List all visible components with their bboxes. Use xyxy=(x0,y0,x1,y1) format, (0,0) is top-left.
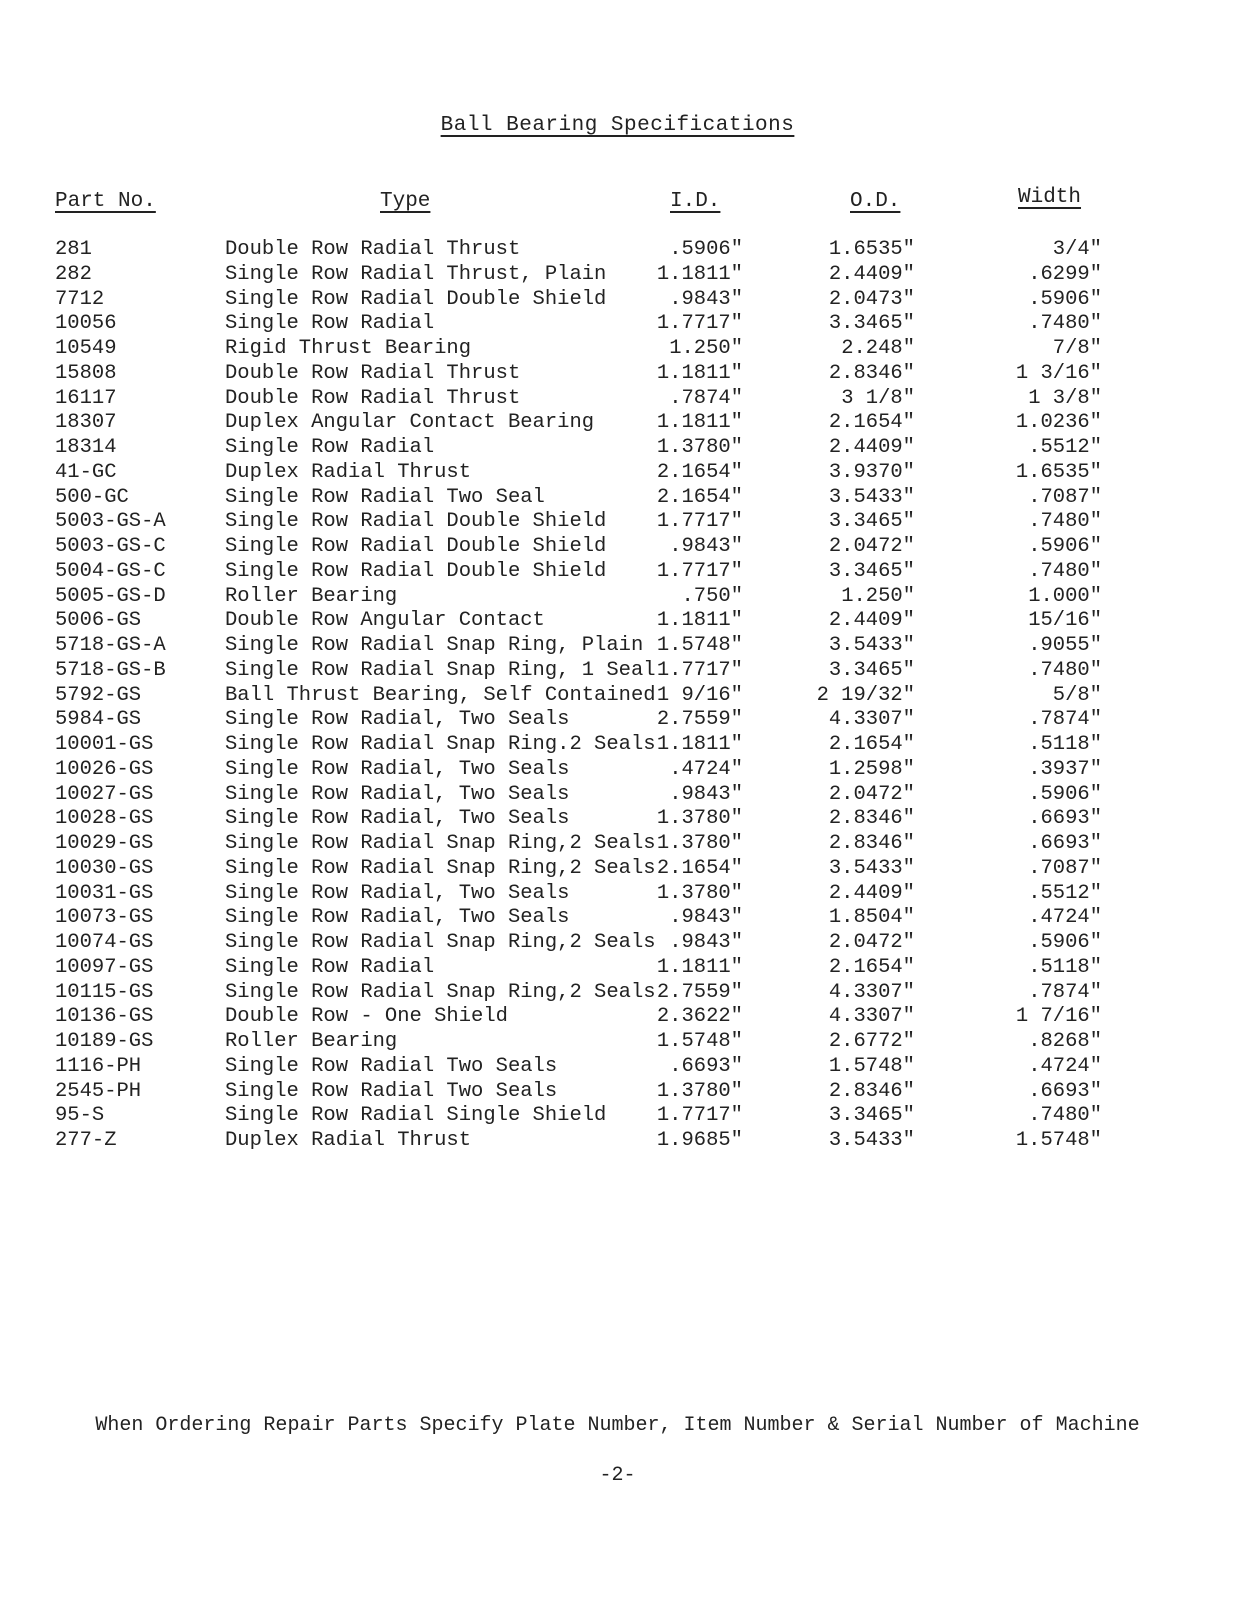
outer-diameter-cell: 3 1/8" xyxy=(841,386,915,410)
outer-diameter-cell: 2.1654" xyxy=(828,411,915,435)
part-number-cell: 41-GC xyxy=(55,460,117,484)
table-row xyxy=(0,263,1235,288)
width-cell: .5512" xyxy=(1028,881,1102,905)
inner-diameter-cell: .9843" xyxy=(669,906,743,930)
type-cell: Single Row Radial Snap Ring,2 Seals xyxy=(225,832,656,855)
width-cell: .7087" xyxy=(1028,485,1102,509)
outer-diameter-cell: 2.6772" xyxy=(828,1030,915,1053)
inner-diameter-cell: 2.7559" xyxy=(656,708,743,732)
width-cell: .5118" xyxy=(1028,955,1102,979)
outer-diameter-cell: 2.8346" xyxy=(828,832,915,855)
width-cell: 1.0236" xyxy=(1015,411,1102,435)
outer-diameter-cell: 3.3465" xyxy=(828,510,915,534)
part-number-cell: 5004-GS-C xyxy=(55,559,166,583)
type-cell: Single Row Radial xyxy=(225,436,435,459)
part-number-cell: 10136-GS xyxy=(55,1005,154,1029)
inner-diameter-cell: 1.250" xyxy=(669,337,743,360)
width-cell: 1.000" xyxy=(1028,584,1102,608)
outer-diameter-cell: 4.3307" xyxy=(828,980,915,1004)
outer-diameter-cell: 2 19/32" xyxy=(816,683,915,707)
inner-diameter-cell: 1.1811" xyxy=(656,361,743,385)
type-cell: Single Row Radial xyxy=(225,955,435,979)
inner-diameter-cell: 1.1811" xyxy=(656,411,743,435)
inner-diameter-cell: 1.1811" xyxy=(656,262,743,286)
inner-diameter-cell: 1.3780" xyxy=(656,807,743,831)
table-row xyxy=(0,807,1235,832)
width-cell: 1.5748" xyxy=(1015,1129,1102,1152)
page-number: -2- xyxy=(599,1464,636,1487)
type-cell: Single Row Radial Snap Ring,2 Seals xyxy=(225,980,656,1004)
inner-diameter-cell: 1.3780" xyxy=(656,436,743,459)
header-width: Width xyxy=(1018,186,1082,209)
width-cell: .5906" xyxy=(1028,287,1102,311)
outer-diameter-cell: 2.8346" xyxy=(828,807,915,831)
table-row xyxy=(0,560,1235,585)
table-row xyxy=(0,931,1235,956)
type-cell: Single Row Radial Double Shield xyxy=(225,535,607,558)
width-cell: 3/4" xyxy=(1052,238,1102,261)
type-cell: Duplex Radial Thrust xyxy=(225,460,472,484)
table-row xyxy=(0,1104,1235,1129)
part-number-cell: 5718-GS-A xyxy=(55,634,166,657)
table-row xyxy=(0,337,1235,362)
type-cell: Single Row Radial Snap Ring,2 Seals xyxy=(225,931,656,954)
width-cell: .6693" xyxy=(1028,1079,1102,1103)
outer-diameter-cell: 2.4409" xyxy=(828,881,915,905)
width-cell: .7480" xyxy=(1028,1104,1102,1128)
type-cell: Single Row Radial Double Shield xyxy=(225,510,607,534)
inner-diameter-cell: 1 9/16" xyxy=(656,683,743,707)
width-cell: 5/8" xyxy=(1052,683,1102,707)
outer-diameter-cell: 3.3465" xyxy=(828,312,915,336)
part-number-cell: 1116-PH xyxy=(55,1054,142,1078)
table-row xyxy=(0,411,1235,436)
width-cell: .4724" xyxy=(1028,1054,1102,1078)
inner-diameter-cell: .4724" xyxy=(669,757,743,781)
part-number-cell: 15808 xyxy=(55,361,117,385)
outer-diameter-cell: 3.5433" xyxy=(828,856,915,880)
width-cell: 1 3/16" xyxy=(1015,361,1102,385)
part-number-cell: 10097-GS xyxy=(55,955,154,979)
outer-diameter-cell: 2.4409" xyxy=(828,609,915,633)
part-number-cell: 500-GC xyxy=(55,485,129,509)
part-number-cell: 281 xyxy=(55,238,92,261)
type-cell: Single Row Radial Snap Ring, Plain xyxy=(225,634,644,657)
inner-diameter-cell: 1.5748" xyxy=(656,1030,743,1053)
inner-diameter-cell: .9843" xyxy=(669,782,743,806)
page-title-text: Ball Bearing Specifications xyxy=(440,114,795,137)
type-cell: Single Row Radial Thrust, Plain xyxy=(225,262,607,286)
width-cell: .7480" xyxy=(1028,658,1102,682)
width-cell: 1 7/16" xyxy=(1015,1005,1102,1029)
inner-diameter-cell: 2.3622" xyxy=(656,1005,743,1029)
outer-diameter-cell: 3.3465" xyxy=(828,559,915,583)
part-number-cell: 16117 xyxy=(55,386,117,410)
part-number-cell: 10028-GS xyxy=(55,807,154,831)
outer-diameter-cell: 3.5433" xyxy=(828,634,915,657)
width-cell: .6693" xyxy=(1028,807,1102,831)
outer-diameter-cell: 2.0472" xyxy=(828,782,915,806)
part-number-cell: 10056 xyxy=(55,312,117,336)
part-number-cell: 95-S xyxy=(55,1104,105,1128)
width-cell: .4724" xyxy=(1028,906,1102,930)
type-cell: Single Row Radial xyxy=(225,312,435,336)
type-cell: Single Row Radial Two Seal xyxy=(225,485,545,509)
table-row xyxy=(0,1030,1235,1055)
table-row xyxy=(0,1080,1235,1105)
outer-diameter-cell: 1.5748" xyxy=(828,1054,915,1078)
header-part-no: Part No. xyxy=(55,190,156,213)
inner-diameter-cell: 1.7717" xyxy=(656,658,743,682)
part-number-cell: 5003-GS-C xyxy=(55,535,166,558)
table-row xyxy=(0,981,1235,1006)
header-id: I.D. xyxy=(670,190,721,213)
type-cell: Single Row Radial Two Seals xyxy=(225,1079,558,1103)
inner-diameter-cell: 1.9685" xyxy=(656,1129,743,1152)
table-row xyxy=(0,832,1235,857)
inner-diameter-cell: 2.1654" xyxy=(656,460,743,484)
outer-diameter-cell: 2.248" xyxy=(841,337,915,360)
type-cell: Double Row Radial Thrust xyxy=(225,361,521,385)
type-cell: Single Row Radial, Two Seals xyxy=(225,757,570,781)
inner-diameter-cell: 1.7717" xyxy=(656,510,743,534)
inner-diameter-cell: .9843" xyxy=(669,535,743,558)
part-number-cell: 5005-GS-D xyxy=(55,584,166,608)
type-cell: Single Row Radial Snap Ring.2 Seals xyxy=(225,733,656,756)
type-cell: Single Row Radial, Two Seals xyxy=(225,906,570,930)
table-row xyxy=(0,708,1235,733)
outer-diameter-cell: 1.8504" xyxy=(828,906,915,930)
inner-diameter-cell: 1.5748" xyxy=(656,634,743,657)
table-row xyxy=(0,758,1235,783)
width-cell: .7087" xyxy=(1028,856,1102,880)
type-cell: Single Row Radial, Two Seals xyxy=(225,881,570,905)
table-row xyxy=(0,857,1235,882)
outer-diameter-cell: 3.5433" xyxy=(828,1129,915,1152)
outer-diameter-cell: 3.3465" xyxy=(828,658,915,682)
part-number-cell: 18314 xyxy=(55,436,117,459)
outer-diameter-cell: 4.3307" xyxy=(828,708,915,732)
part-number-cell: 10026-GS xyxy=(55,757,154,781)
type-cell: Double Row Radial Thrust xyxy=(225,238,521,261)
type-cell: Single Row Radial, Two Seals xyxy=(225,708,570,732)
spec-table xyxy=(0,238,1235,1154)
part-number-cell: 10073-GS xyxy=(55,906,154,930)
part-number-cell: 10029-GS xyxy=(55,832,154,855)
outer-diameter-cell: 2.0472" xyxy=(828,931,915,954)
table-row xyxy=(0,882,1235,907)
table-row xyxy=(0,733,1235,758)
width-cell: .3937" xyxy=(1028,757,1102,781)
part-number-cell: 10027-GS xyxy=(55,782,154,806)
type-cell: Double Row Radial Thrust xyxy=(225,386,521,410)
width-cell: 7/8" xyxy=(1052,337,1102,360)
type-cell: Roller Bearing xyxy=(225,584,398,608)
table-row xyxy=(0,1055,1235,1080)
part-number-cell: 10030-GS xyxy=(55,856,154,880)
footer-note: When Ordering Repair Parts Specify Plate Number, Item Number & Serial Number of Machine xyxy=(95,1414,1140,1437)
width-cell: .6299" xyxy=(1028,262,1102,286)
table-row xyxy=(0,783,1235,808)
part-number-cell: 5006-GS xyxy=(55,609,142,633)
type-cell: Single Row Radial, Two Seals xyxy=(225,807,570,831)
part-number-cell: 18307 xyxy=(55,411,117,435)
part-number-cell: 5003-GS-A xyxy=(55,510,166,534)
inner-diameter-cell: .6693" xyxy=(669,1054,743,1078)
width-cell: .7480" xyxy=(1028,510,1102,534)
table-row xyxy=(0,535,1235,560)
outer-diameter-cell: 2.1654" xyxy=(828,955,915,979)
page-title xyxy=(0,114,1235,137)
table-row xyxy=(0,312,1235,337)
header-type: Type xyxy=(380,190,431,213)
table-row xyxy=(0,387,1235,412)
table-row xyxy=(0,461,1235,486)
table-row xyxy=(0,609,1235,634)
inner-diameter-cell: 1.3780" xyxy=(656,1079,743,1103)
outer-diameter-cell: 2.4409" xyxy=(828,262,915,286)
outer-diameter-cell: 2.0472" xyxy=(828,535,915,558)
outer-diameter-cell: 4.3307" xyxy=(828,1005,915,1029)
outer-diameter-cell: 1.6535" xyxy=(828,238,915,261)
inner-diameter-cell: .5906" xyxy=(669,238,743,261)
inner-diameter-cell: 1.1811" xyxy=(656,609,743,633)
part-number-cell: 282 xyxy=(55,262,92,286)
width-cell: .5906" xyxy=(1028,782,1102,806)
type-cell: Single Row Radial Single Shield xyxy=(225,1104,607,1128)
width-cell: .5906" xyxy=(1028,535,1102,558)
table-row xyxy=(0,585,1235,610)
part-number-cell: 7712 xyxy=(55,287,105,311)
type-cell: Single Row Radial, Two Seals xyxy=(225,782,570,806)
width-cell: .7874" xyxy=(1028,708,1102,732)
part-number-cell: 10001-GS xyxy=(55,733,154,756)
inner-diameter-cell: 1.7717" xyxy=(656,312,743,336)
type-cell: Double Row Angular Contact xyxy=(225,609,545,633)
inner-diameter-cell: .9843" xyxy=(669,931,743,954)
width-cell: 1 3/8" xyxy=(1028,386,1102,410)
width-cell: 15/16" xyxy=(1028,609,1102,633)
part-number-cell: 277-Z xyxy=(55,1129,117,1152)
inner-diameter-cell: 1.7717" xyxy=(656,559,743,583)
width-cell: .8268" xyxy=(1028,1030,1102,1053)
table-row xyxy=(0,362,1235,387)
inner-diameter-cell: 1.3780" xyxy=(656,881,743,905)
outer-diameter-cell: 2.1654" xyxy=(828,733,915,756)
width-cell: .7480" xyxy=(1028,312,1102,336)
inner-diameter-cell: .7874" xyxy=(669,386,743,410)
width-cell: .9055" xyxy=(1028,634,1102,657)
type-cell: Single Row Radial Double Shield xyxy=(225,287,607,311)
type-cell: Rigid Thrust Bearing xyxy=(225,337,472,360)
table-row xyxy=(0,956,1235,981)
type-cell: Duplex Angular Contact Bearing xyxy=(225,411,595,435)
type-cell: Single Row Radial Double Shield xyxy=(225,559,607,583)
inner-diameter-cell: 1.7717" xyxy=(656,1104,743,1128)
outer-diameter-cell: 2.8346" xyxy=(828,361,915,385)
table-row xyxy=(0,436,1235,461)
outer-diameter-cell: 3.5433" xyxy=(828,485,915,509)
table-row xyxy=(0,238,1235,263)
outer-diameter-cell: 1.2598" xyxy=(828,757,915,781)
type-cell: Single Row Radial Two Seals xyxy=(225,1054,558,1078)
outer-diameter-cell: 2.4409" xyxy=(828,436,915,459)
inner-diameter-cell: 2.1654" xyxy=(656,856,743,880)
part-number-cell: 5718-GS-B xyxy=(55,658,166,682)
inner-diameter-cell: .750" xyxy=(681,584,743,608)
width-cell: .5512" xyxy=(1028,436,1102,459)
type-cell: Duplex Radial Thrust xyxy=(225,1129,472,1152)
part-number-cell: 10115-GS xyxy=(55,980,154,1004)
inner-diameter-cell: 1.3780" xyxy=(656,832,743,855)
inner-diameter-cell: 2.7559" xyxy=(656,980,743,1004)
outer-diameter-cell: 3.9370" xyxy=(828,460,915,484)
type-cell: Roller Bearing xyxy=(225,1030,398,1053)
part-number-cell: 5792-GS xyxy=(55,683,142,707)
outer-diameter-cell: 2.0473" xyxy=(828,287,915,311)
part-number-cell: 2545-PH xyxy=(55,1079,142,1103)
outer-diameter-cell: 2.8346" xyxy=(828,1079,915,1103)
table-row xyxy=(0,659,1235,684)
table-row xyxy=(0,486,1235,511)
table-row xyxy=(0,684,1235,709)
inner-diameter-cell: .9843" xyxy=(669,287,743,311)
outer-diameter-cell: 3.3465" xyxy=(828,1104,915,1128)
table-row xyxy=(0,1005,1235,1030)
type-cell: Ball Thrust Bearing, Self Contained xyxy=(225,683,656,707)
table-row xyxy=(0,634,1235,659)
table-row xyxy=(0,510,1235,535)
width-cell: .7480" xyxy=(1028,559,1102,583)
header-od: O.D. xyxy=(850,190,901,213)
width-cell: .7874" xyxy=(1028,980,1102,1004)
type-cell: Single Row Radial Snap Ring,2 Seals xyxy=(225,856,656,880)
width-cell: 1.6535" xyxy=(1015,460,1102,484)
inner-diameter-cell: 1.1811" xyxy=(656,733,743,756)
part-number-cell: 10549 xyxy=(55,337,117,360)
width-cell: .6693" xyxy=(1028,832,1102,855)
width-cell: .5118" xyxy=(1028,733,1102,756)
outer-diameter-cell: 1.250" xyxy=(841,584,915,608)
width-cell: .5906" xyxy=(1028,931,1102,954)
type-cell: Single Row Radial Snap Ring, 1 Seal xyxy=(225,658,656,682)
inner-diameter-cell: 2.1654" xyxy=(656,485,743,509)
table-row xyxy=(0,288,1235,313)
part-number-cell: 10031-GS xyxy=(55,881,154,905)
part-number-cell: 10074-GS xyxy=(55,931,154,954)
part-number-cell: 5984-GS xyxy=(55,708,142,732)
inner-diameter-cell: 1.1811" xyxy=(656,955,743,979)
table-row xyxy=(0,906,1235,931)
part-number-cell: 10189-GS xyxy=(55,1030,154,1053)
type-cell: Double Row - One Shield xyxy=(225,1005,508,1029)
table-row xyxy=(0,1129,1235,1154)
